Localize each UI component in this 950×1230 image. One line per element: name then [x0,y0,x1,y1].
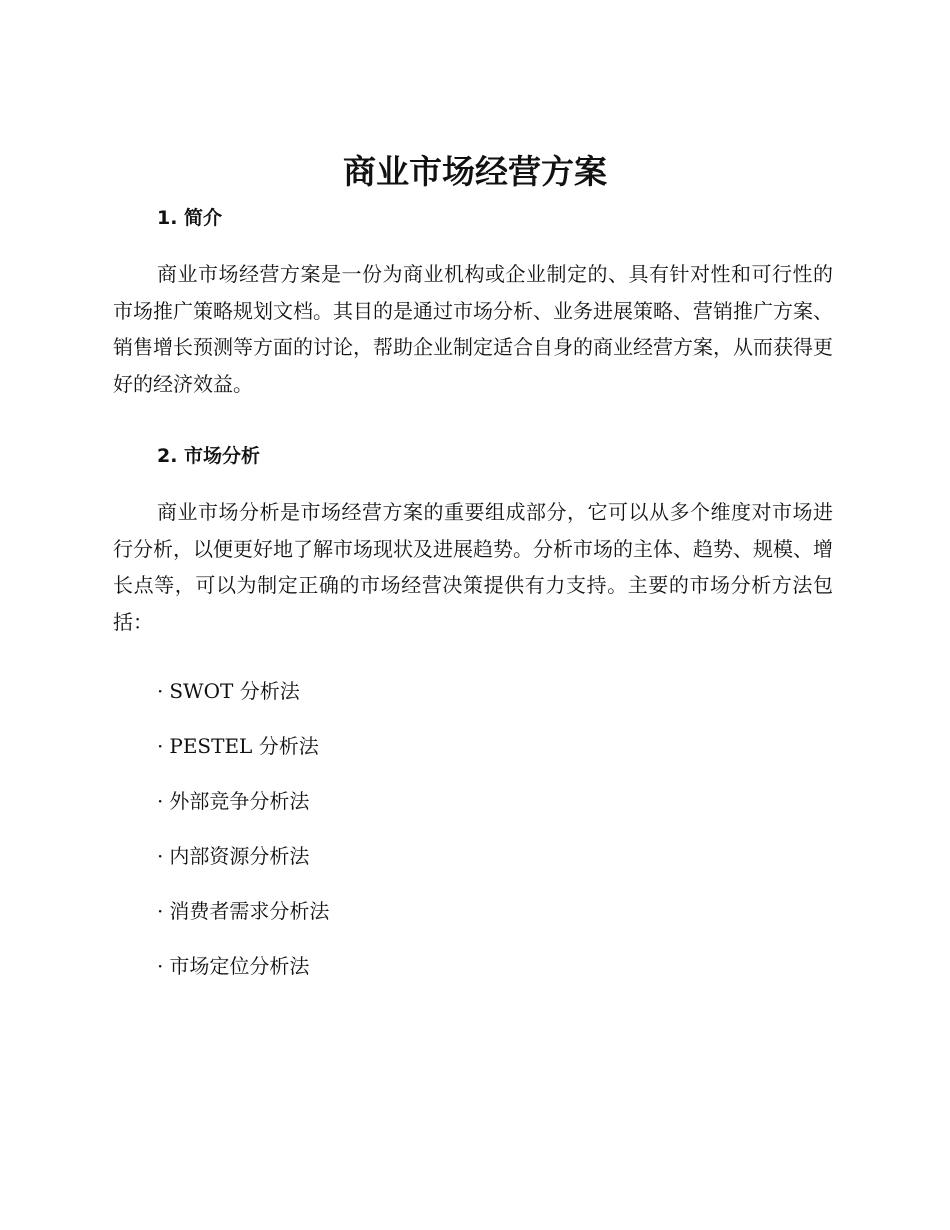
list-item-label: 市场定位分析法 [169,954,310,978]
bullet-icon: · [157,789,164,813]
bullet-icon: · [157,954,164,978]
list-item [157,896,329,951]
bullet-icon: · [157,899,164,923]
list-item [157,786,329,841]
list-item-label: 消费者需求分析法 [169,899,330,923]
bullet-icon: · [157,679,164,703]
document-title: 商业市场经营方案 [343,152,607,191]
list-item [157,676,329,731]
bullet-icon: · [157,844,164,868]
list-item [157,951,329,1006]
section-paragraph-market-analysis: 商业市场分析是市场经营方案的重要组成部分，它可以从多个维度对市场进行分析，以便更好地了解市场现状及进展趋势。分析市场的主体、趋势、规模、增长点等，可以为制定正确的市场经营决策提供有力支持。主要的市场分析方法包括： [113,500,833,634]
analysis-methods-list [157,676,329,1006]
section-paragraph-intro: 商业市场经营方案是一份为商业机构或企业制定的、具有针对性和可行性的市场推广策略规划文档。其目的是通过市场分析、业务进展策略、营销推广方案、销售增长预测等方面的讨论，帮助企业制定适合自身的商业经营方案，从而获得更好的经济效益。 [113,262,833,396]
section-heading-intro: 1. 简介 [157,207,223,229]
list-item-label: 外部竞争分析法 [169,789,310,813]
section-heading-market-analysis: 2. 市场分析 [157,445,261,467]
list-item-label: SWOT 分析法 [169,679,300,703]
list-item-label: 内部资源分析法 [169,844,310,868]
list-item [157,731,329,786]
bullet-icon: · [157,734,164,758]
list-item [157,841,329,896]
list-item-label: PESTEL 分析法 [169,734,319,758]
